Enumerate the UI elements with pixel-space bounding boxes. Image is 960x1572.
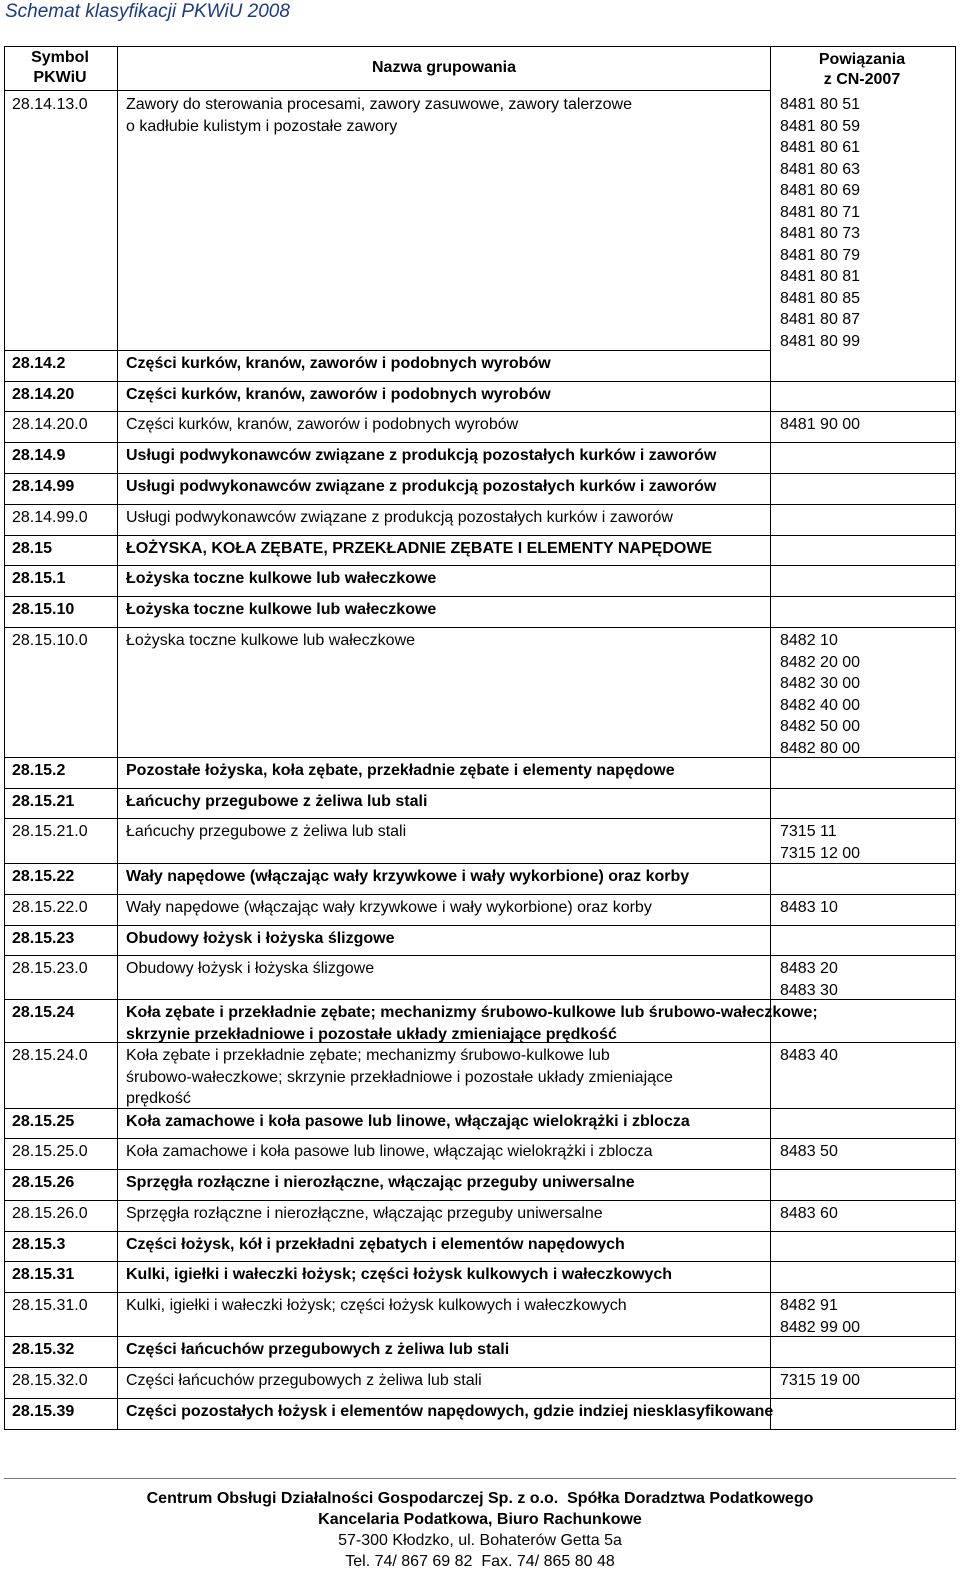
row-separator [4, 818, 956, 819]
row-separator [4, 999, 956, 1000]
row-cn-codes: 8481 80 51 8481 80 59 8481 80 61 8481 80 63 8481 80 69 8481 80 71 8481 80 73 8481 80 79 8481 80 81 8481 80 85 8481 80 87 8481 80 99 [780, 96, 861, 350]
row-name: Usługi podwykonawców związane z produkcją pozostałych kurków i zaworów [126, 478, 717, 495]
row-separator [4, 955, 956, 956]
row-symbol: 28.15.1 [12, 570, 66, 587]
row-cn-codes: 8482 91 8482 99 00 [780, 1297, 861, 1336]
row-name: Części kurków, kranów, zaworów i podobnych wyrobów [126, 416, 519, 433]
row-name: Części kurków, kranów, zaworów i podobnych wyrobów [126, 355, 551, 372]
column-divider [117, 46, 118, 1430]
row-cn-codes: 8483 20 8483 30 [780, 960, 838, 999]
row-symbol: 28.15.26 [12, 1174, 75, 1191]
column-divider [770, 46, 771, 1430]
footer-phone: Tel. 74/ 867 69 82 Fax. 74/ 865 80 48 [345, 1553, 615, 1570]
row-cn-codes: 8483 40 [780, 1047, 838, 1064]
row-cn-codes: 8483 60 [780, 1205, 838, 1222]
row-separator [4, 473, 956, 474]
row-symbol: 28.15.23 [12, 930, 75, 947]
row-symbol: 28.14.13.0 [12, 96, 88, 113]
row-separator [4, 894, 956, 895]
row-symbol: 28.15.26.0 [12, 1205, 88, 1222]
row-symbol: 28.15.22 [12, 868, 75, 885]
row-symbol: 28.14.99 [12, 478, 75, 495]
row-name: Łańcuchy przegubowe z żeliwa lub stali [126, 793, 428, 810]
row-symbol: 28.15.21.0 [12, 823, 88, 840]
row-cn-codes: 7315 19 00 [780, 1372, 861, 1389]
row-separator [4, 1138, 956, 1139]
row-symbol: 28.14.2 [12, 355, 66, 372]
footer-divider [4, 1478, 956, 1479]
row-symbol: 28.15.25.0 [12, 1143, 88, 1160]
row-symbol: 28.15.23.0 [12, 960, 88, 977]
row-separator [4, 381, 956, 382]
row-name: ŁOŻYSKA, KOŁA ZĘBATE, PRZEKŁADNIE ZĘBATE I ELEMENTY NAPĘDOWE [126, 540, 713, 557]
row-name: Sprzęgła rozłączne i nierozłączne, włączając przeguby uniwersalne [126, 1205, 603, 1222]
row-symbol: 28.15.21 [12, 793, 75, 810]
row-separator [4, 627, 956, 628]
row-symbol: 28.15.3 [12, 1236, 66, 1253]
header-separator [4, 90, 770, 91]
row-separator [4, 1169, 956, 1170]
row-cn-codes: 8483 50 [780, 1143, 838, 1160]
row-separator [4, 350, 770, 351]
row-symbol: 28.15.32 [12, 1341, 75, 1358]
row-separator [4, 1200, 956, 1201]
row-name: Usługi podwykonawców związane z produkcją pozostałych kurków i zaworów [126, 447, 717, 464]
row-symbol: 28.15.24 [12, 1004, 75, 1021]
row-name: Kulki, igiełki i wałeczki łożysk; części łożysk kulkowych i wałeczkowych [126, 1297, 627, 1314]
row-symbol: 28.15.10 [12, 601, 75, 618]
row-separator [4, 442, 956, 443]
row-name: Koła zębate i przekładnie zębate; mechanizmy śrubowo-kulkowe lub śrubowo-wałeczkowe; skrzynie przekładniowe i pozostałe układy zmieniające prędkość [126, 1047, 673, 1107]
row-name: Części kurków, kranów, zaworów i podobnych wyrobów [126, 386, 551, 403]
row-symbol: 28.15.24.0 [12, 1047, 88, 1064]
row-separator [4, 1261, 956, 1262]
row-symbol: 28.15.32.0 [12, 1372, 88, 1389]
row-name: Pozostałe łożyska, koła zębate, przekładnie zębate i elementy napędowe [126, 762, 675, 779]
row-symbol: 28.15.2 [12, 762, 66, 779]
row-separator [4, 1231, 956, 1232]
row-name: Obudowy łożysk i łożyska ślizgowe [126, 960, 375, 977]
row-separator [4, 788, 956, 789]
footer-office: Kancelaria Podatkowa, Biuro Rachunkowe [318, 1511, 642, 1528]
row-name: Wały napędowe (włączając wały krzywkowe i wały wykorbione) oraz korby [126, 899, 652, 916]
header-cn: Powiązania z CN-2007 [818, 51, 906, 88]
row-name: Łożyska toczne kulkowe lub wałeczkowe [126, 601, 437, 618]
row-separator [4, 925, 956, 926]
row-name: Zawory do sterowania procesami, zawory zasuwowe, zawory talerzowe o kadłubie kulistym i pozostałe zawory [126, 96, 632, 135]
footer-company: Centrum Obsługi Działalności Gospodarczej Sp. z o.o. Spółka Doradztwa Podatkowego [146, 1490, 814, 1507]
row-symbol: 28.14.20 [12, 386, 75, 403]
row-separator [4, 1108, 956, 1109]
row-cn-codes: 8481 90 00 [780, 416, 861, 433]
row-separator [4, 757, 956, 758]
row-symbol: 28.15 [12, 540, 53, 557]
row-separator [4, 863, 956, 864]
row-name: Części łożysk, kół i przekładni zębatych i elementów napędowych [126, 1236, 625, 1253]
row-separator [4, 1042, 956, 1043]
row-symbol: 28.15.22.0 [12, 899, 88, 916]
row-name: Łożyska toczne kulkowe lub wałeczkowe [126, 632, 416, 649]
footer-address: 57-300 Kłodzko, ul. Bohaterów Getta 5a [338, 1532, 622, 1549]
header-symbol: Symbol PKWiU [31, 49, 89, 86]
row-name: Koła zamachowe i koła pasowe lub linowe, włączając wielokrążki i zblocza [126, 1113, 690, 1130]
row-separator [4, 596, 956, 597]
row-symbol: 28.15.39 [12, 1403, 75, 1420]
row-name: Obudowy łożysk i łożyska ślizgowe [126, 930, 395, 947]
row-separator [4, 1398, 956, 1399]
row-name: Łożyska toczne kulkowe lub wałeczkowe [126, 570, 437, 587]
document-header-title: Schemat klasyfikacji PKWiU 2008 [5, 1, 290, 22]
row-name: Koła zamachowe i koła pasowe lub linowe, włączając wielokrążki i zblocza [126, 1143, 653, 1160]
row-symbol: 28.15.10.0 [12, 632, 88, 649]
row-name: Sprzęgła rozłączne i nierozłączne, włączając przeguby uniwersalne [126, 1174, 635, 1191]
row-separator [4, 535, 956, 536]
row-separator [4, 411, 956, 412]
row-name: Części łańcuchów przegubowych z żeliwa lub stali [126, 1372, 482, 1389]
row-symbol: 28.14.99.0 [12, 509, 88, 526]
row-symbol: 28.15.25 [12, 1113, 75, 1130]
row-cn-codes: 7315 11 7315 12 00 [780, 823, 861, 862]
row-name: Kulki, igiełki i wałeczki łożysk; części łożysk kulkowych i wałeczkowych [126, 1266, 673, 1283]
row-separator [4, 1336, 956, 1337]
row-name: Usługi podwykonawców związane z produkcją pozostałych kurków i zaworów [126, 509, 673, 526]
row-name: Części pozostałych łożysk i elementów napędowych, gdzie indziej niesklasyfikowane [126, 1403, 774, 1420]
row-name: Koła zębate i przekładnie zębate; mechanizmy śrubowo-kulkowe lub śrubowo-wałeczkowe; skrzynie przekładniowe i pozostałe układy zmieniające prędkość [126, 1004, 818, 1043]
row-separator [4, 1367, 956, 1368]
row-name: Części łańcuchów przegubowych z żeliwa lub stali [126, 1341, 510, 1358]
row-separator [4, 504, 956, 505]
row-name: Wały napędowe (włączając wały krzywkowe i wały wykorbione) oraz korby [126, 868, 690, 885]
row-symbol: 28.14.20.0 [12, 416, 88, 433]
row-symbol: 28.15.31 [12, 1266, 75, 1283]
row-cn-codes: 8482 10 8482 20 00 8482 30 00 8482 40 00 8482 50 00 8482 80 00 [780, 632, 861, 757]
header-name: Nazwa grupowania [371, 59, 517, 76]
row-symbol: 28.15.31.0 [12, 1297, 88, 1314]
row-name: Łańcuchy przegubowe z żeliwa lub stali [126, 823, 407, 840]
row-separator [4, 1292, 956, 1293]
row-separator [4, 565, 956, 566]
row-symbol: 28.14.9 [12, 447, 66, 464]
row-cn-codes: 8483 10 [780, 899, 838, 916]
